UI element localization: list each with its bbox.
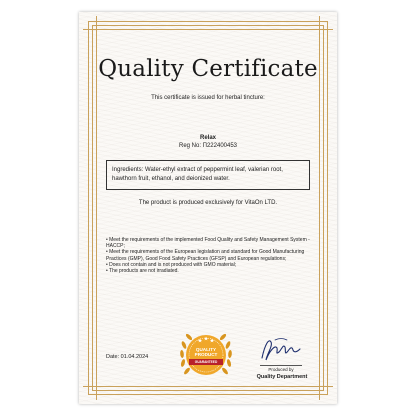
certificate-title: Quality Certificate	[98, 56, 318, 82]
frame-line-top	[83, 29, 333, 30]
seal-text-line2: PRODUCT	[194, 352, 218, 357]
certificate-sheet	[79, 12, 337, 404]
requirement-item: • Does not contain and is not produced with GMO material;	[106, 261, 237, 268]
requirement-item: • The products are not irradiated.	[106, 268, 179, 275]
exclusive-note: The product is produced exclusively for VitaOn LTD.	[138, 200, 278, 206]
seal-ribbon: GUARANTEED	[189, 359, 223, 365]
signature-icon	[257, 334, 303, 364]
department-label: Quality Department	[256, 374, 308, 380]
quality-seal	[175, 325, 237, 387]
requirement-item: • Meet the requirements of the European legislation and standard for Good Manufacturing Practices (GMP), Good Food Safety Practices (GFSP) and European regulations;	[106, 249, 305, 262]
signature-line	[260, 365, 302, 366]
seal-text-line1: QUALITY	[195, 347, 217, 352]
certificate-subtitle: This certificate is issued for herbal tincture:	[151, 95, 265, 101]
requirements-list	[106, 237, 316, 274]
registration-number: Reg No: П222400453	[178, 143, 238, 149]
requirement-item: • Meet the requirements of the implemented Food Quality and Safety Management System - HACCP;	[106, 237, 310, 250]
product-name: Relax	[199, 135, 216, 141]
ingredients-box: Ingredients: Water-ethyl extract of peppermint leaf, valerian root, hawthorn fruit, ethanol, and deionized water.	[106, 160, 310, 190]
issue-date: Date: 01.04.2024	[106, 354, 149, 360]
produced-by-label: Produced by	[268, 367, 294, 372]
